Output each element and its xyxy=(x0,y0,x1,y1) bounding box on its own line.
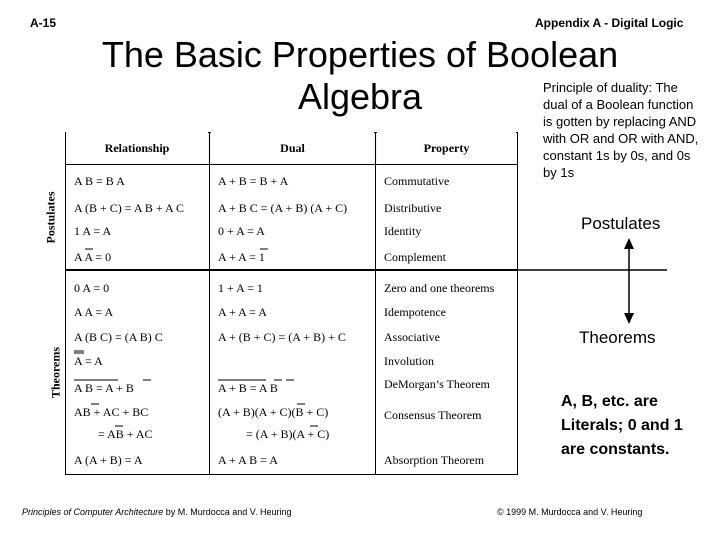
postulates-label: Postulates xyxy=(581,214,661,233)
row-consensus-dual: (A + B)(A + C)(B + C) xyxy=(218,405,329,419)
row-complement-relationship: A A = 0 xyxy=(74,250,112,264)
row-involution-relationship: A = A xyxy=(74,354,103,368)
row-commutative-relationship: A B = B A xyxy=(74,174,125,188)
row-distributive-property: Distributive xyxy=(384,201,442,215)
row-consensus-relationship-result: = AB + AC xyxy=(98,427,153,441)
side-label-postulates: Postulates xyxy=(43,191,58,244)
slide-number: A-15 xyxy=(30,16,57,30)
section-header: Appendix A - Digital Logic xyxy=(535,16,684,30)
row-demorgan-dual: A + B = A B xyxy=(218,381,278,395)
row-identity-relationship: 1 A = A xyxy=(74,224,112,238)
row-complement-property: Complement xyxy=(384,250,446,264)
row-demorgan-property: DeMorgan’s Theorem xyxy=(384,377,490,391)
row-distributive-dual: A + B C = (A + B) (A + C) xyxy=(218,201,348,215)
row-absorption-dual: A + A B = A xyxy=(218,453,278,467)
row-commutative-dual: A + B = B + A xyxy=(218,174,289,188)
row-consensus-dual-result: = (A + B)(A + C) xyxy=(246,427,330,441)
footer-copyright: © 1999 M. Murdocca and V. Heuring xyxy=(497,507,643,517)
row-demorgan-relationship: A B = A + B xyxy=(74,381,134,395)
slide-title: The Basic Properties of Boolean Algebra xyxy=(101,34,619,117)
row-associative-dual: A + (B + C) = (A + B) + C xyxy=(218,330,346,344)
column-header-dual: Dual xyxy=(211,132,374,164)
row-idempotence-relationship: A A = A xyxy=(74,305,114,319)
column-header-relationship: Relationship xyxy=(66,132,208,164)
footer-book-title: Principles of Computer Architecture xyxy=(22,507,164,517)
row-absorption-relationship: A (A + B) = A xyxy=(74,453,143,467)
row-associative-property: Associative xyxy=(384,330,440,344)
row-zero-one-property: Zero and one theorems xyxy=(384,281,495,295)
row-identity-property: Identity xyxy=(384,224,422,238)
row-consensus-property: Consensus Theorem xyxy=(384,408,482,422)
footer-authors: by M. Murdocca and V. Heuring xyxy=(163,507,292,517)
row-complement-dual: A + A = 1 xyxy=(218,250,265,264)
footer-citation xyxy=(22,507,291,517)
row-consensus-relationship: AB + AC + BC xyxy=(74,405,149,419)
row-involution-property: Involution xyxy=(384,354,434,368)
row-commutative-property: Commutative xyxy=(384,174,450,188)
literals-note: A, B, etc. are Literals; 0 and 1 are constants. xyxy=(561,393,683,458)
duality-note: Principle of duality: The dual of a Boolean function is gotten by replacing AND with OR and OR with AND, constant 1s by 0s, and 0s by 1s xyxy=(543,80,699,180)
row-zero-one-dual: 1 + A = 1 xyxy=(218,281,263,295)
theorems-label: Theorems xyxy=(579,328,656,347)
row-idempotence-property: Idempotence xyxy=(384,305,446,319)
row-identity-dual: 0 + A = A xyxy=(218,224,265,238)
row-zero-one-relationship: 0 A = 0 xyxy=(74,281,110,295)
side-label-theorems: Theorems xyxy=(48,346,63,399)
row-distributive-relationship: A (B + C) = A B + A C xyxy=(74,201,184,215)
row-absorption-property: Absorption Theorem xyxy=(384,453,485,467)
column-header-property: Property xyxy=(377,132,516,164)
row-associative-relationship: A (B C) = (A B) C xyxy=(74,330,163,344)
row-idempotence-dual: A + A = A xyxy=(218,305,267,319)
